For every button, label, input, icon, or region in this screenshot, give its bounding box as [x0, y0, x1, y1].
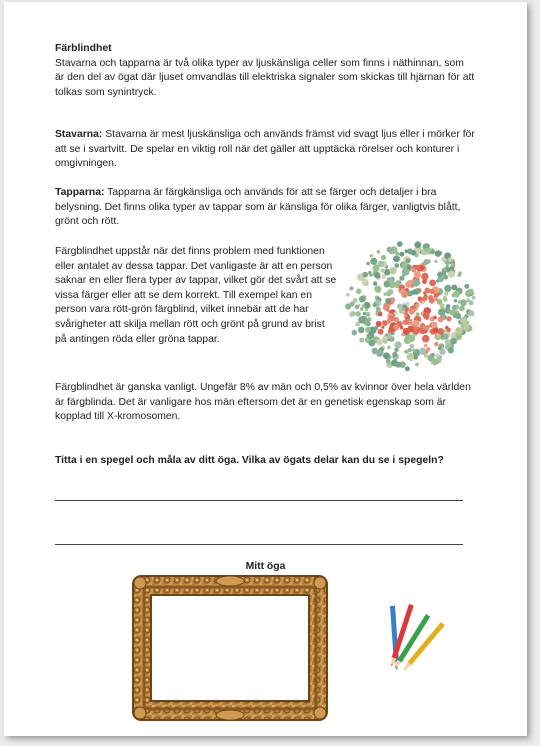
plate-dot [419, 265, 424, 270]
plate-dot [414, 271, 421, 278]
plate-dot [393, 324, 399, 330]
plate-dot [411, 290, 416, 295]
plate-dot [424, 248, 428, 252]
plate-dot [400, 326, 403, 329]
rods-paragraph [55, 128, 475, 172]
plate-dot [387, 346, 391, 350]
page-title: Färblindhet [55, 43, 112, 54]
plate-dot [351, 311, 356, 316]
plate-dot [434, 342, 439, 347]
plate-dot [390, 277, 395, 282]
intro-paragraph: Stavarna och tapparna är två olika typer av ljuskänsliga celler som finns i näthinnan, som är den del av ögat där ljuset omvandlas till elektriska signaler som skickas till hjärnan för att tolkas som synintryck. [55, 57, 475, 98]
plate-dot [426, 347, 430, 351]
plate-dot [437, 276, 443, 282]
plate-dot [394, 341, 401, 348]
plate-dot [440, 303, 445, 308]
plate-dot [448, 257, 453, 262]
plate-dot [382, 320, 387, 325]
plate-dot [405, 288, 409, 292]
plate-dot [460, 299, 467, 306]
colorblindness-prevalence-paragraph: Färgblindhet är ganska vanligt. Ungefär 8% av män och 0,5% av kvinnor över hela världen är färgblinda. Det är vanligare hos män eftersom det är en genetisk egenskap som är kopplad till X-kromosomen. [55, 382, 471, 423]
plate-dot [401, 275, 404, 278]
plate-dot [404, 336, 412, 344]
plate-dot [383, 339, 388, 344]
plate-dot [460, 324, 464, 328]
plate-dot [415, 363, 419, 367]
plate-dot [459, 305, 465, 311]
plate-dot [407, 326, 414, 333]
plate-dot [422, 325, 427, 330]
plate-dot [444, 291, 448, 295]
plate-dot [399, 252, 404, 257]
plate-dot [405, 366, 410, 371]
plate-dot [423, 312, 430, 319]
plate-dot [365, 283, 368, 286]
plate-dot [395, 252, 399, 256]
plate-dot [383, 352, 390, 359]
plate-dot [448, 271, 455, 278]
plate-dot [405, 308, 409, 312]
plate-dot [452, 285, 458, 291]
plate-dot [429, 280, 436, 287]
colorblindness-paragraph: Färgblindhet uppstår när det finns problem med funktionen eller antalet av dessa tappar. Det vanligaste är att en person saknar en eller flera typer av tappar, vilket gör det svårt att se vissa färger eller att se dem korrekt. Till exempel kan en person vara rött-grön färgblind, vilket innebär att de har svårigheter att skilja mellan rött och grönt på grund av brist på antingen röda eller gröna tappar. [55, 246, 337, 345]
plate-dot [430, 318, 433, 321]
plate-dot [436, 334, 440, 338]
plate-dot [469, 300, 474, 305]
plate-dot [412, 280, 419, 287]
plate-dot [372, 348, 379, 355]
plate-dot [358, 327, 365, 334]
plate-dot [406, 258, 411, 263]
plate-dot [363, 312, 367, 316]
plate-dot [383, 336, 386, 339]
plate-dot [433, 359, 439, 365]
plate-dot [412, 349, 416, 353]
plate-dot [402, 307, 405, 310]
plate-dot [358, 316, 365, 323]
mirror-label: Mitt öga [245, 561, 286, 572]
plate-dot [380, 268, 385, 273]
plate-dot [352, 330, 358, 336]
mirror-question: Titta i en spegel och måla av ditt öga. Vilka av ögats delar kan du se i spegeln? [55, 455, 444, 466]
plate-dot [450, 310, 456, 316]
plate-dot [434, 297, 438, 301]
plate-dot [365, 308, 368, 311]
plate-dot [397, 241, 403, 247]
intro-section [55, 42, 475, 100]
plate-dot [440, 271, 446, 277]
plate-dot [373, 281, 377, 285]
plate-dot [448, 347, 454, 353]
plate-dot [409, 309, 415, 315]
plate-dot [451, 263, 455, 267]
plate-dot [384, 281, 391, 288]
plate-dot [392, 352, 397, 357]
plate-dot [428, 295, 434, 301]
plate-dot [381, 255, 386, 260]
plate-dot [433, 328, 439, 334]
plate-dot [394, 348, 398, 352]
plate-dot [433, 316, 437, 320]
plate-dot [464, 284, 469, 289]
plate-dot [446, 265, 449, 268]
plate-dot [377, 250, 381, 254]
plate-dot [376, 339, 382, 345]
plate-dot [435, 250, 442, 257]
plate-dot [378, 329, 384, 335]
plate-dot [458, 300, 461, 303]
cones-term: Tapparna: [55, 187, 105, 198]
plate-dot [362, 304, 366, 308]
plate-dot [353, 298, 358, 303]
plate-dot [452, 305, 458, 311]
plate-dot [429, 289, 434, 294]
plate-dot [395, 362, 401, 368]
plate-dot [446, 304, 451, 309]
plate-dot [386, 309, 389, 312]
colored-pencils-icon [378, 602, 448, 677]
plate-dot [422, 335, 430, 343]
answer-line-1[interactable] [55, 500, 463, 501]
plate-dot [414, 241, 421, 248]
plate-dot [444, 285, 451, 292]
plate-dot [376, 321, 382, 327]
plate-dot [419, 348, 426, 355]
plate-dot [445, 339, 451, 345]
plate-dot [438, 309, 445, 316]
answer-line-2[interactable] [55, 544, 463, 545]
plate-dot [373, 303, 377, 307]
plate-dot [424, 344, 428, 348]
plate-dot [401, 292, 407, 298]
plate-dot [362, 272, 368, 278]
plate-dot [450, 338, 457, 345]
plate-dot [418, 297, 422, 301]
plate-dot [460, 317, 468, 325]
plate-dot [453, 291, 460, 298]
cones-text: Tapparna är färgkänsliga och används för att se färger och detaljer i bra belysning. Det finns olika typer av tappar som är känsliga för olika färger, vanligtvis blått, grönt och rött. [55, 187, 461, 228]
plate-dot [401, 263, 407, 269]
plate-dot [374, 326, 378, 330]
plate-dot [446, 316, 451, 321]
plate-dot [359, 296, 366, 303]
plate-dot [468, 310, 474, 316]
plate-dot [366, 262, 370, 266]
plate-dot [409, 357, 413, 361]
plate-dot [415, 303, 419, 307]
plate-dot [405, 271, 408, 274]
plate-dot [386, 247, 392, 253]
plate-dot [355, 322, 360, 327]
color-vision-test-plate [341, 236, 481, 376]
plate-dot [349, 286, 353, 290]
plate-dot [406, 302, 410, 306]
plate-dot [381, 274, 386, 279]
plate-dot [434, 260, 437, 263]
plate-dot [454, 299, 457, 302]
plate-dot [394, 312, 398, 316]
plate-dot [368, 340, 375, 347]
plate-dot [410, 344, 414, 348]
plate-dot [359, 338, 364, 343]
plate-dot [366, 312, 371, 317]
plate-dot [412, 269, 415, 272]
plate-dot [373, 264, 380, 271]
plate-dot [438, 316, 444, 322]
worksheet-page [4, 2, 527, 736]
plate-dot [403, 319, 409, 325]
plate-dot [385, 298, 391, 304]
plate-dot [355, 305, 359, 309]
plate-dot [430, 250, 434, 254]
plate-dot [404, 249, 408, 253]
plate-dot [389, 267, 396, 274]
plate-dot [368, 271, 372, 275]
plate-dot [381, 326, 384, 329]
plate-dot [411, 250, 417, 256]
plate-dot [416, 312, 420, 316]
plate-dot [468, 289, 472, 293]
plate-dot [387, 334, 392, 339]
plate-dot [435, 354, 439, 358]
plate-dot [447, 328, 451, 332]
rods-text: Stavarna är mest ljuskänsliga och används främst vid svagt ljus eller i mörker för att se i svartvitt. De spelar en viktig roll när det gäller att upptäcka rörelser och konturer i omgivningen. [55, 129, 475, 170]
plate-dot [393, 256, 399, 262]
mirror-drawing-area [151, 595, 309, 701]
plate-dot [421, 273, 428, 280]
plate-dot [386, 291, 391, 296]
plate-dot [438, 347, 442, 351]
plate-dot [346, 293, 350, 297]
plate-dot [409, 280, 413, 284]
plate-dot [386, 319, 391, 324]
plate-dot [374, 285, 381, 292]
plate-dot [472, 296, 476, 300]
cones-paragraph [55, 186, 475, 230]
plate-dot [386, 359, 391, 364]
plate-dot [404, 350, 408, 354]
plate-dot [370, 254, 374, 258]
plate-dot [367, 333, 372, 338]
plate-dot [378, 312, 382, 316]
plate-dot [424, 259, 430, 265]
plate-dot [422, 296, 427, 301]
plate-dot [443, 334, 449, 340]
plate-dot [394, 263, 399, 268]
plate-dot [457, 273, 461, 277]
plate-dot [356, 289, 362, 295]
plate-dot [444, 298, 448, 302]
plate-dot [455, 327, 463, 335]
mirror-frame[interactable] [132, 575, 328, 721]
plate-dot [431, 322, 438, 329]
plate-dot [413, 320, 420, 327]
plate-dot [355, 311, 360, 316]
rods-term: Stavarna: [55, 129, 103, 140]
plate-dot [370, 258, 377, 265]
plate-dot [374, 272, 380, 278]
